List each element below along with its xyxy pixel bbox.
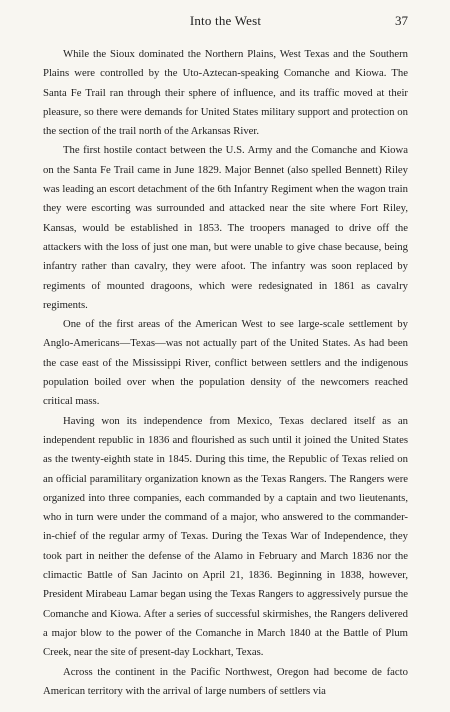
page-number: 37 [395, 13, 408, 28]
body-text [43, 45, 408, 701]
paragraph-texas-rangers: Having won its independence from Mexico, Texas declared itself as an independent republic in 1836 and flourished as such until it joined the United States as the twenty-eighth state in 1845. During this time, the Republic of Texas relied on an official paramilitary organization known as the Texas Rangers. The Rangers were organized into three companies, each commanded by a captain and two lieutenants, who in turn were under the command of a major, who answered to the commander-in-chief of the regular army of Texas. During the Texas War of Independence, they took part in neither the defense of the Alamo in February and March 1836 nor the climactic Battle of San Jacinto on April 21, 1836. Beginning in 1838, however, President Mirabeau Lamar began using the Texas Rangers to aggressively pursue the Comanche and Kiowa. After a series of successful skirmishes, the Rangers delivered a major blow to the power of the Comanche in March 1840 at the Battle of Plum Creek, near the site of present-day Lockhart, Texas. [43, 414, 408, 659]
paragraph-texas-settlement: One of the first areas of the American West to see large-scale settlement by Anglo-Americans—Texas—was not actually part of the United States. As had been the case east of the Mississippi River, conflict between settlers and the indigenous population boiled over when the population density of the newcomers reached critical mass. [43, 318, 408, 408]
running-head [43, 12, 408, 30]
paragraph-pacific-northwest: Across the continent in the Pacific Northwest, Oregon had become de facto American territory with the arrival of large numbers of settlers via [43, 665, 408, 697]
paragraph-sioux-comanche: While the Sioux dominated the Northern Plains, West Texas and the Southern Plains were controlled by the Uto-Aztecan-speaking Comanche and Kiowa. The Santa Fe Trail ran through their sphere of influence, and its traffic moved at their pleasure, so there were demands for United States military support and protection on the section of the trail north of the Arkansas River. [43, 48, 408, 138]
paragraph-first-hostile-contact: The first hostile contact between the U.S. Army and the Comanche and Kiowa on the Santa Fe Trail came in June 1829. Major Bennet (also spelled Bennett) Riley was leading an escort detachment of the 6th Infantry Regiment when the wagon train they were escorting was surrounded and attacked near the site where Fort Riley, Kansas, would be established in 1853. The troopers managed to drive off the attackers with the loss of just one man, but were unable to give chase because, being infantry rather than cavalry, they were afoot. The infantry was soon replaced by regiments of mounted dragoons, which were redesignated in 1861 as cavalry regiments. [43, 144, 408, 311]
running-title: Into the West [189, 13, 262, 28]
